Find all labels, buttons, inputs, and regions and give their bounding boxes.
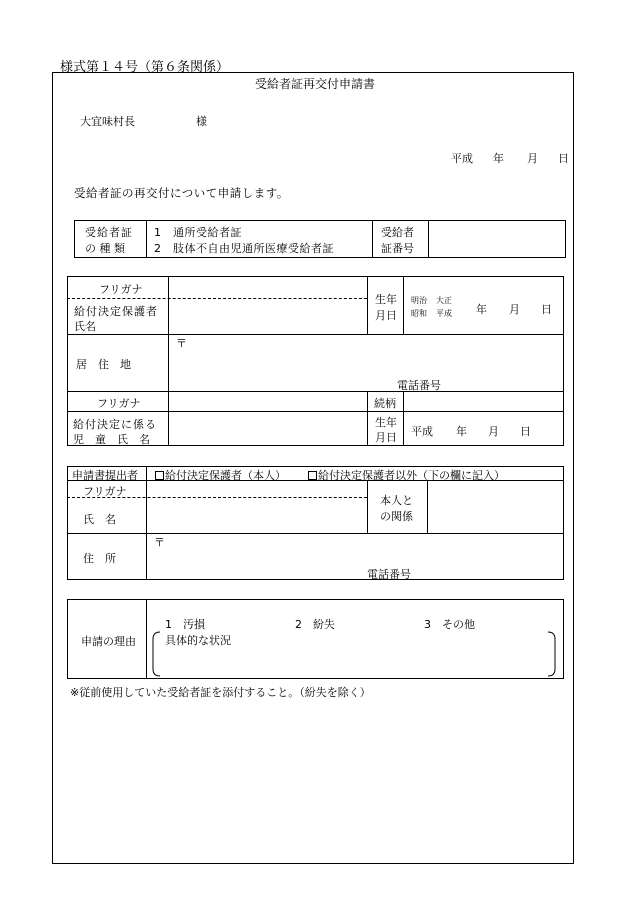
guardian-birth-day: 日 xyxy=(541,303,552,316)
guardian-name-label-2: 氏名 xyxy=(74,320,96,333)
child-relation-label: 続柄 xyxy=(374,397,396,410)
reason-details-field[interactable] xyxy=(160,646,550,674)
guardian-postal-mark: 〒 xyxy=(176,337,187,350)
child-birth-label-2: 月日 xyxy=(375,431,397,444)
reason-option-2[interactable]: 2 紛失 xyxy=(295,618,335,631)
submitter-option-self[interactable]: 給付決定保護者（本人） xyxy=(155,467,286,483)
submitter-name-label: 氏 名 xyxy=(83,513,116,526)
child-birth-month: 月 xyxy=(488,425,499,438)
child-birth-label-1: 生年 xyxy=(375,416,397,429)
child-birth-era: 平成 xyxy=(411,425,433,438)
era-taisho: 大正 xyxy=(436,296,452,305)
submitter-address-field[interactable] xyxy=(147,546,563,566)
child-furigana-label: フリガナ xyxy=(97,397,141,410)
cert-number-label-1: 受給者 xyxy=(381,226,414,239)
cert-type-label-2: の 種 類 xyxy=(85,242,125,255)
guardian-birth-label-1: 生年 xyxy=(375,293,397,306)
cert-number-field[interactable] xyxy=(429,221,565,257)
footnote: ※従前使用していた受給者証を添付すること。（紛失を除く） xyxy=(70,686,371,699)
cert-option-2: 2 肢体不自由児通所医療受給者証 xyxy=(154,242,334,255)
date-era: 平成 xyxy=(451,152,473,165)
form-reference: 様式第１４号（第６条関係） xyxy=(60,60,230,75)
date-day-label: 日 xyxy=(558,152,569,165)
submitter-relation-field[interactable] xyxy=(428,481,563,532)
date-year-label: 年 xyxy=(493,152,504,165)
submitter-relation-label-2: の関係 xyxy=(380,510,413,523)
guardian-address-label: 居 住 地 xyxy=(76,358,131,371)
reason-option-1[interactable]: 1 汚損 xyxy=(165,618,205,631)
checkbox-self[interactable] xyxy=(155,471,164,480)
child-relation-field[interactable] xyxy=(404,392,563,410)
submitter-furigana-label: フリガナ xyxy=(83,485,127,498)
child-birth-year: 年 xyxy=(456,425,467,438)
era-meiji: 明治 xyxy=(411,296,427,305)
submitter-phone-label: 電話番号 xyxy=(367,568,411,581)
addressee-mayor: 大宜味村長 xyxy=(80,115,135,128)
date-month-label: 月 xyxy=(527,152,538,165)
form-title: 受給者証再交付申請書 xyxy=(254,77,375,91)
guardian-address-field[interactable] xyxy=(169,348,563,376)
submitter-postal-mark: 〒 xyxy=(154,536,165,549)
guardian-phone-label: 電話番号 xyxy=(397,379,441,392)
submitter-label: 申請書提出者 xyxy=(72,469,138,482)
guardian-birth-label-2: 月日 xyxy=(375,309,397,322)
guardian-furigana-label: フリガナ xyxy=(99,283,143,296)
submitter-name-field[interactable] xyxy=(147,481,366,532)
reason-label: 申請の理由 xyxy=(81,635,136,648)
child-birth-day: 日 xyxy=(520,425,531,438)
guardian-name-field[interactable] xyxy=(169,277,366,333)
addressee-honorific: 様 xyxy=(196,115,207,128)
submitter-relation-label-1: 本人と xyxy=(380,494,413,507)
child-name-field[interactable] xyxy=(169,412,366,445)
guardian-birth-year: 年 xyxy=(476,303,487,316)
child-name-label-1: 給付決定に係る xyxy=(73,418,157,431)
reason-details-label: 具体的な状況 xyxy=(165,634,231,647)
submitter-address-label: 住 所 xyxy=(83,552,116,565)
guardian-name-label-1: 給付決定保護者 xyxy=(74,305,158,318)
reason-option-3[interactable]: 3 その他 xyxy=(424,618,475,631)
era-heisei: 平成 xyxy=(436,309,452,318)
era-showa: 昭和 xyxy=(411,309,427,318)
cert-number-label-2: 証番号 xyxy=(381,242,414,255)
cert-option-1: 1 通所受給者証 xyxy=(154,226,242,239)
cert-type-label-1: 受給者証 xyxy=(85,226,133,239)
guardian-birth-month: 月 xyxy=(509,303,520,316)
intro-text: 受給者証の再交付について申請します。 xyxy=(74,186,289,200)
submitter-option-other[interactable]: 給付決定保護者以外（下の欄に記入） xyxy=(308,467,505,483)
checkbox-other[interactable] xyxy=(308,471,317,480)
child-name-label-2: 児 童 氏 名 xyxy=(73,433,150,446)
